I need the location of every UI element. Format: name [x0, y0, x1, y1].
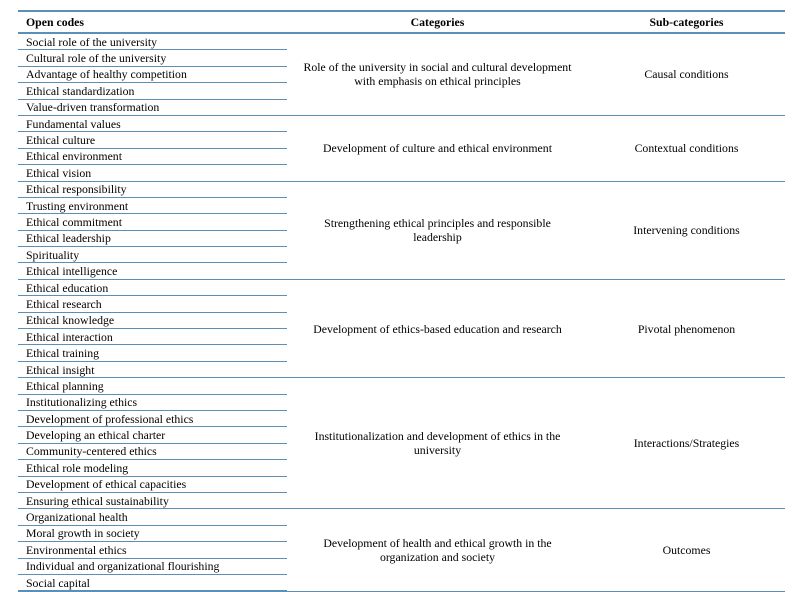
open-code-cell: Cultural role of the university: [18, 50, 287, 66]
category-cell: [287, 33, 588, 115]
open-code-cell: Fundamental values: [18, 115, 287, 131]
open-code-cell: Ethical leadership: [18, 230, 287, 246]
category-cell: [287, 509, 588, 591]
sub-category-cell: Contextual conditions: [588, 115, 785, 181]
open-code-cell: Ethical role modeling: [18, 460, 287, 476]
category-text: Strengthening ethical principles and responsible leadership: [324, 216, 551, 245]
open-code-cell: Ethical planning: [18, 378, 287, 394]
open-code-cell: Individual and organizational flourishing: [18, 558, 287, 574]
open-code-cell: Ethical knowledge: [18, 312, 287, 328]
open-code-cell: Trusting environment: [18, 197, 287, 213]
category-text: Development of health and ethical growth in the organization and society: [323, 536, 552, 565]
table-row: [18, 378, 785, 394]
sub-category-cell: Intervening conditions: [588, 181, 785, 279]
table-row: [18, 33, 785, 50]
open-code-cell: Institutionalizing ethics: [18, 394, 287, 410]
coding-table: [18, 10, 785, 592]
open-code-cell: Moral growth in society: [18, 525, 287, 541]
open-code-cell: Ethical insight: [18, 361, 287, 377]
table-row: [18, 115, 785, 131]
open-code-cell: Ethical responsibility: [18, 181, 287, 197]
open-code-cell: Ethical vision: [18, 165, 287, 181]
open-code-cell: Development of professional ethics: [18, 410, 287, 426]
header-open-codes: Open codes: [18, 11, 287, 33]
open-code-cell: Ethical education: [18, 279, 287, 295]
header-row: [18, 11, 785, 33]
sub-category-cell: Causal conditions: [588, 33, 785, 115]
table-row: [18, 279, 785, 295]
category-cell: [287, 279, 588, 377]
sub-category-cell: Interactions/Strategies: [588, 378, 785, 509]
category-cell: [287, 115, 588, 181]
sub-category-cell: Pivotal phenomenon: [588, 279, 785, 377]
open-code-cell: Social role of the university: [18, 33, 287, 50]
open-code-cell: Ethical environment: [18, 148, 287, 164]
table-body: [18, 33, 785, 591]
open-code-cell: Community-centered ethics: [18, 443, 287, 459]
table-row: [18, 509, 785, 525]
open-code-cell: Organizational health: [18, 509, 287, 525]
table-row: [18, 181, 785, 197]
open-code-cell: Developing an ethical charter: [18, 427, 287, 443]
open-code-cell: Ethical research: [18, 296, 287, 312]
open-code-cell: Ensuring ethical sustainability: [18, 492, 287, 508]
open-code-cell: Advantage of healthy competition: [18, 66, 287, 82]
open-code-cell: Development of ethical capacities: [18, 476, 287, 492]
open-code-cell: Ethical commitment: [18, 214, 287, 230]
header-categories: Categories: [287, 11, 588, 33]
open-code-cell: Ethical standardization: [18, 83, 287, 99]
sub-category-cell: Outcomes: [588, 509, 785, 591]
open-code-cell: Social capital: [18, 574, 287, 591]
category-cell: [287, 378, 588, 509]
category-cell: [287, 181, 588, 279]
open-code-cell: Value-driven transformation: [18, 99, 287, 115]
open-code-cell: Ethical training: [18, 345, 287, 361]
open-code-cell: Ethical interaction: [18, 329, 287, 345]
category-text: Institutionalization and development of ethics in the university: [314, 429, 561, 458]
header-sub-categories: Sub-categories: [588, 11, 785, 33]
open-code-cell: Ethical intelligence: [18, 263, 287, 279]
open-code-cell: Environmental ethics: [18, 542, 287, 558]
open-code-cell: Ethical culture: [18, 132, 287, 148]
open-code-cell: Spirituality: [18, 247, 287, 263]
category-text: Development of ethics-based education and research: [313, 321, 562, 336]
category-text: Role of the university in social and cultural development with emphasis on ethical principles: [303, 60, 572, 89]
category-text: Development of culture and ethical environment: [323, 141, 552, 156]
